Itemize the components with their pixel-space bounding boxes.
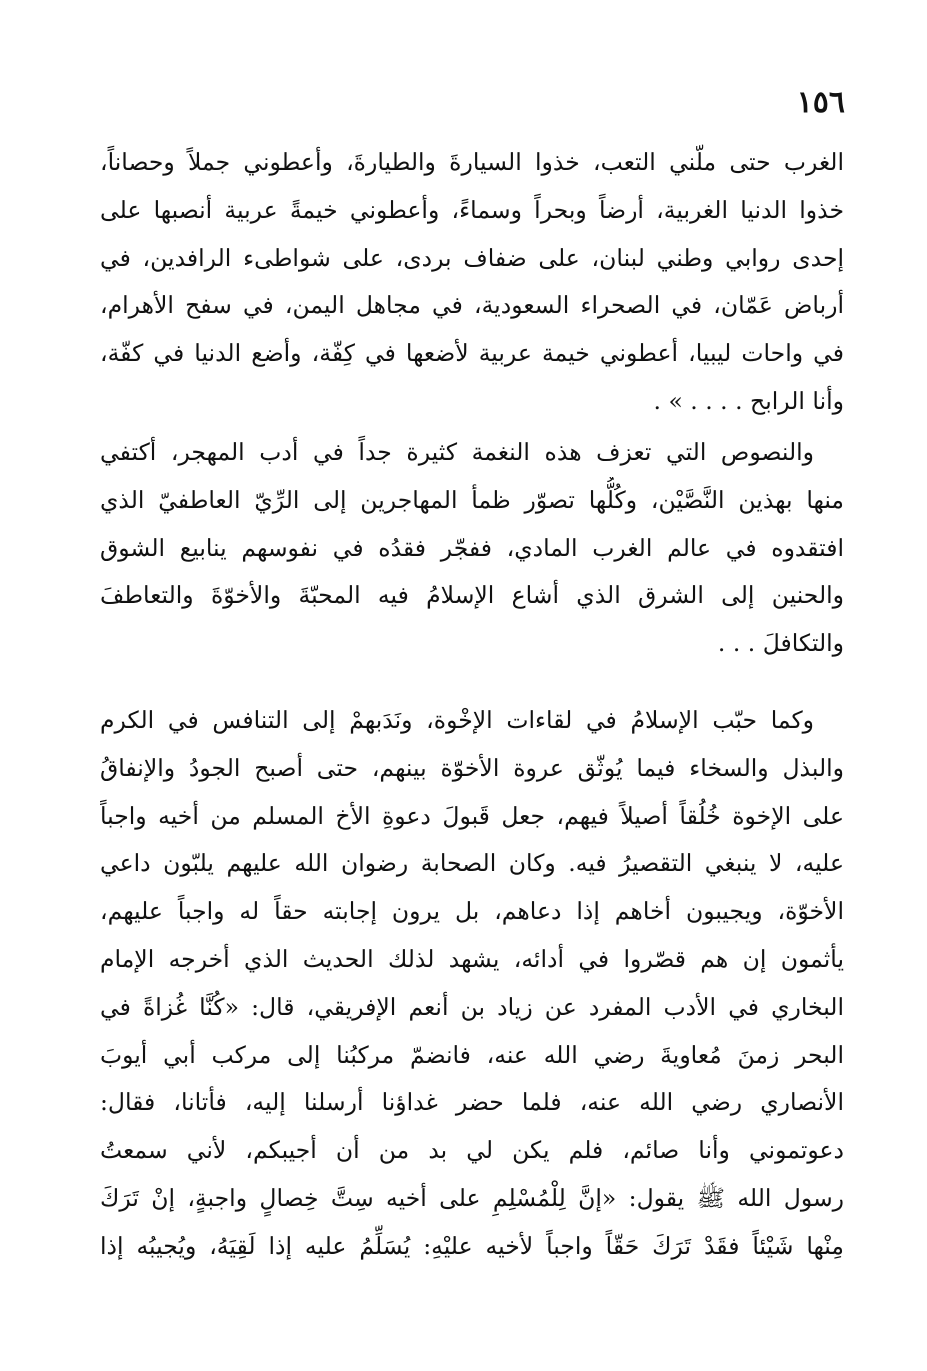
paragraph-1 <box>100 139 844 426</box>
text-line: الغرب حتى ملّني التعب، خذوا السيارةَ والطيارةَ، وأعطوني جملاً وحصاناً، <box>100 148 844 176</box>
text-line: رسول الله ﷺ يقول: «إنَّ لِلْمُسْلِمِ على أخيه سِتَّ خِصالٍ واجبةٍ، إنْ تَرَكَ <box>100 1183 844 1212</box>
text-line: البخاري في الأدب المفرد عن زياد بن أنعم الإفريقي، قال: «كُنَّا غُزاةً في <box>100 992 844 1021</box>
paragraph-2 <box>100 429 844 668</box>
text-line: والبذل والسخاء فيما يُوثّق عروة الأخوّة بينهم، حتى أصبح الجودُ والإنفاقُ <box>100 753 844 782</box>
text-line: خذوا الدنيا الغربية، أرضاً وبحراً وسماءً، وأعطوني خيمةً عربية أنصبها على <box>100 195 844 224</box>
page-number: ١٥٦ <box>796 85 845 120</box>
text-line: أرباض عَمّان، في الصحراء السعودية، في مجاهل اليمن، في سفح الأهرام، <box>100 291 844 320</box>
text-line: في واحات ليبيا، أعطوني خيمة عربية لأضعها في كِفّة، وأضع الدنيا في كفّة، <box>100 339 844 368</box>
text-line: مِنْها شَيْئاً فقَدْ تَرَكَ حَقّاً واجباً لأخيه عليْهِ: يُسَلِّمُ عليه إذا لَقِيَهُ، ويُجيبُه إذا <box>100 1231 844 1260</box>
text-line: على الإخوة خُلُقاً أصيلاً فيهم، جعل قَبولَ دعوةِ الأخ المسلم من أخيه واجباً <box>100 801 844 830</box>
text-line: افتقدوه في عالم الغرب المادي، ففجّر فقدُه في نفوسهم ينابيع الشوق <box>100 533 844 562</box>
text-line: عليه، لا ينبغي التقصيرُ فيه. وكان الصحابة رضوان الله عليهم يلبّون داعي <box>100 849 844 878</box>
text-line: والحنين إلى الشرق الذي أشاع الإسلامُ فيه المحبّةَ والأخوّةَ والتعاطفَ <box>100 581 844 610</box>
text-line: إحدى روابي وطني لبنان، على ضفاف بردى، على شواطىء الرافدين، في <box>100 243 844 272</box>
text-line: يأثمون إن هم قصّروا في أدائه، يشهد لذلك الحديث الذي أخرجه الإمام <box>100 944 844 973</box>
text-line: وكما حبّب الإسلامُ في لقاءات الإخْوة، ونَدَبهمْ إلى التنافس في الكرم <box>100 706 814 734</box>
text-line: والتكافلَ . . . <box>717 629 844 658</box>
text-line: الأخوّة، ويجيبون أخاهم إذا دعاهم، بل يرون إجابته حقاً له واجباً عليهم، <box>100 897 844 926</box>
paragraph-3 <box>100 697 844 1271</box>
text-line: منها بهذين النَّصَّيْن، وكُلُّها تصوّر ظمأ المهاجرين إلى الرِّيّ العاطفيّ الذي <box>100 485 844 514</box>
text-line: وأنا الرابح . . . . » . <box>653 386 844 415</box>
text-line: والنصوص التي تعزف هذه النغمة كثيرة جداً في أدب المهجر، أكتفي <box>100 438 814 466</box>
text-line: الأنصاري رضي الله عنه، فلما حضر غداؤنا أرسلنا إليه، فأتانا، فقال: <box>100 1088 844 1117</box>
text-line: البحر زمنَ مُعاويةَ رضي الله عنه، فانضمّ مركبُنا إلى مركب أبي أيوبَ <box>100 1040 844 1069</box>
text-line: دعوتموني وأنا صائم، فلم يكن لي بد من أن أجيبكم، لأني سمعتُ <box>100 1136 844 1165</box>
